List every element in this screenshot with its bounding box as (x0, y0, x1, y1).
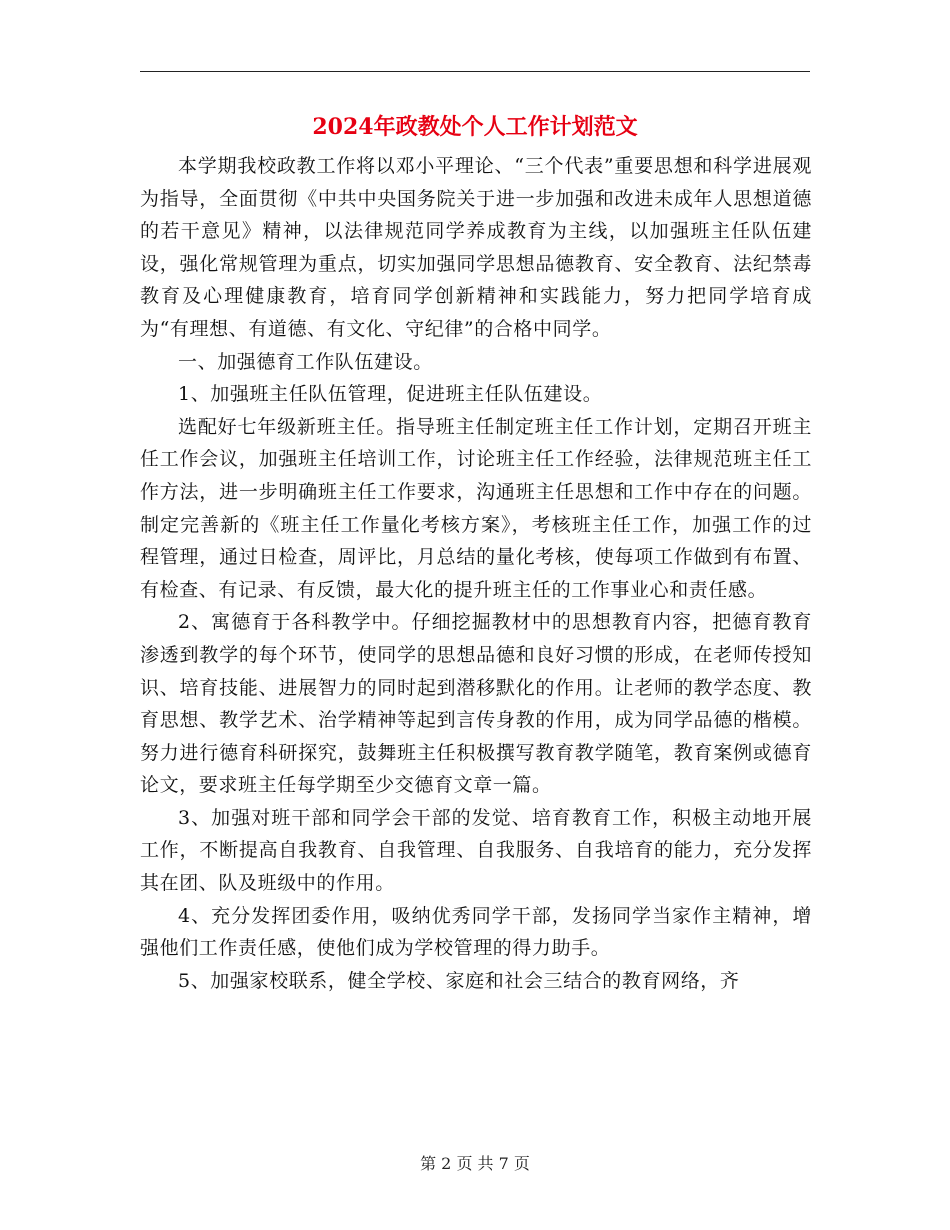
paragraph-item-1: 选配好七年级新班主任。指导班主任制定班主任工作计划，定期召开班主任工作会议，加强班主任培训工作，讨论班主任工作经验，法律规范班主任工作方法，进一步明确班主任工作要求，沟通班主任思想和工作中存在的问题。制定完善新的《班主任工作量化考核方案》，考核班主任工作，加强工作的过程管理，通过日检查，周评比，月总结的量化考核，使每项工作做到有布置、有检查、有记录、有反馈，最大化的提升班主任的工作事业心和责任感。 (140, 415, 812, 601)
paragraph-intro: 本学期我校政教工作将以邓小平理论、“三个代表”重要思想和科学进展观为指导，全面贯彻《中共中央国务院关于进一步加强和改进未成年人思想道德的若干意见》精神，以法律规范同学养成教育为主线，以加强班主任队伍建设，强化常规管理为重点，切实加强同学思想品德教育、安全教育、法纪禁毒教育及心理健康教育，培育同学创新精神和实践能力，努力把同学培育成为“有理想、有道德、有文化、守纪律”的合格中同学。 (140, 155, 812, 340)
section-heading-1: 一、加强德育工作队伍建设。 (178, 350, 433, 373)
page-indicator: 第 2 页 共 7 页 (420, 1154, 530, 1173)
document-title: 2024年政教处个人工作计划范文 (312, 114, 638, 140)
paragraph-item-5: 5、加强家校联系，健全学校、家庭和社会三结合的教育网络，齐 (178, 969, 740, 992)
paragraph-item-4: 4、充分发挥团委作用，吸纳优秀同学干部，发扬同学当家作主精神，增强他们工作责任感，使他们成为学校管理的得力助手。 (140, 904, 812, 960)
paragraph-item-2: 2、寓德育于各科教学中。仔细挖掘教材中的思想教育内容，把德育教育渗透到教学的每个环节，使同学的思想品德和良好习惯的形成，在老师传授知识、培育技能、进展智力的同时起到潜移默化的作用。让老师的教学态度、教育思想、教学艺术、治学精神等起到言传身教的作用，成为同学品德的楷模。努力进行德育科研探究，鼓舞班主任积极撰写教育教学随笔，教育案例或德育论文，要求班主任每学期至少交德育文章一篇。 (140, 611, 812, 797)
item-heading-1: 1、加强班主任队伍管理，促进班主任队伍建设。 (178, 383, 603, 406)
paragraph-item-3: 3、加强对班干部和同学会干部的发觉、培育教育工作，积极主动地开展工作，不断提高自我教育、自我管理、自我服务、自我培育的能力，充分发挥其在团、队及班级中的作用。 (140, 806, 812, 895)
document-body (140, 150, 812, 997)
header-rule (140, 71, 810, 72)
